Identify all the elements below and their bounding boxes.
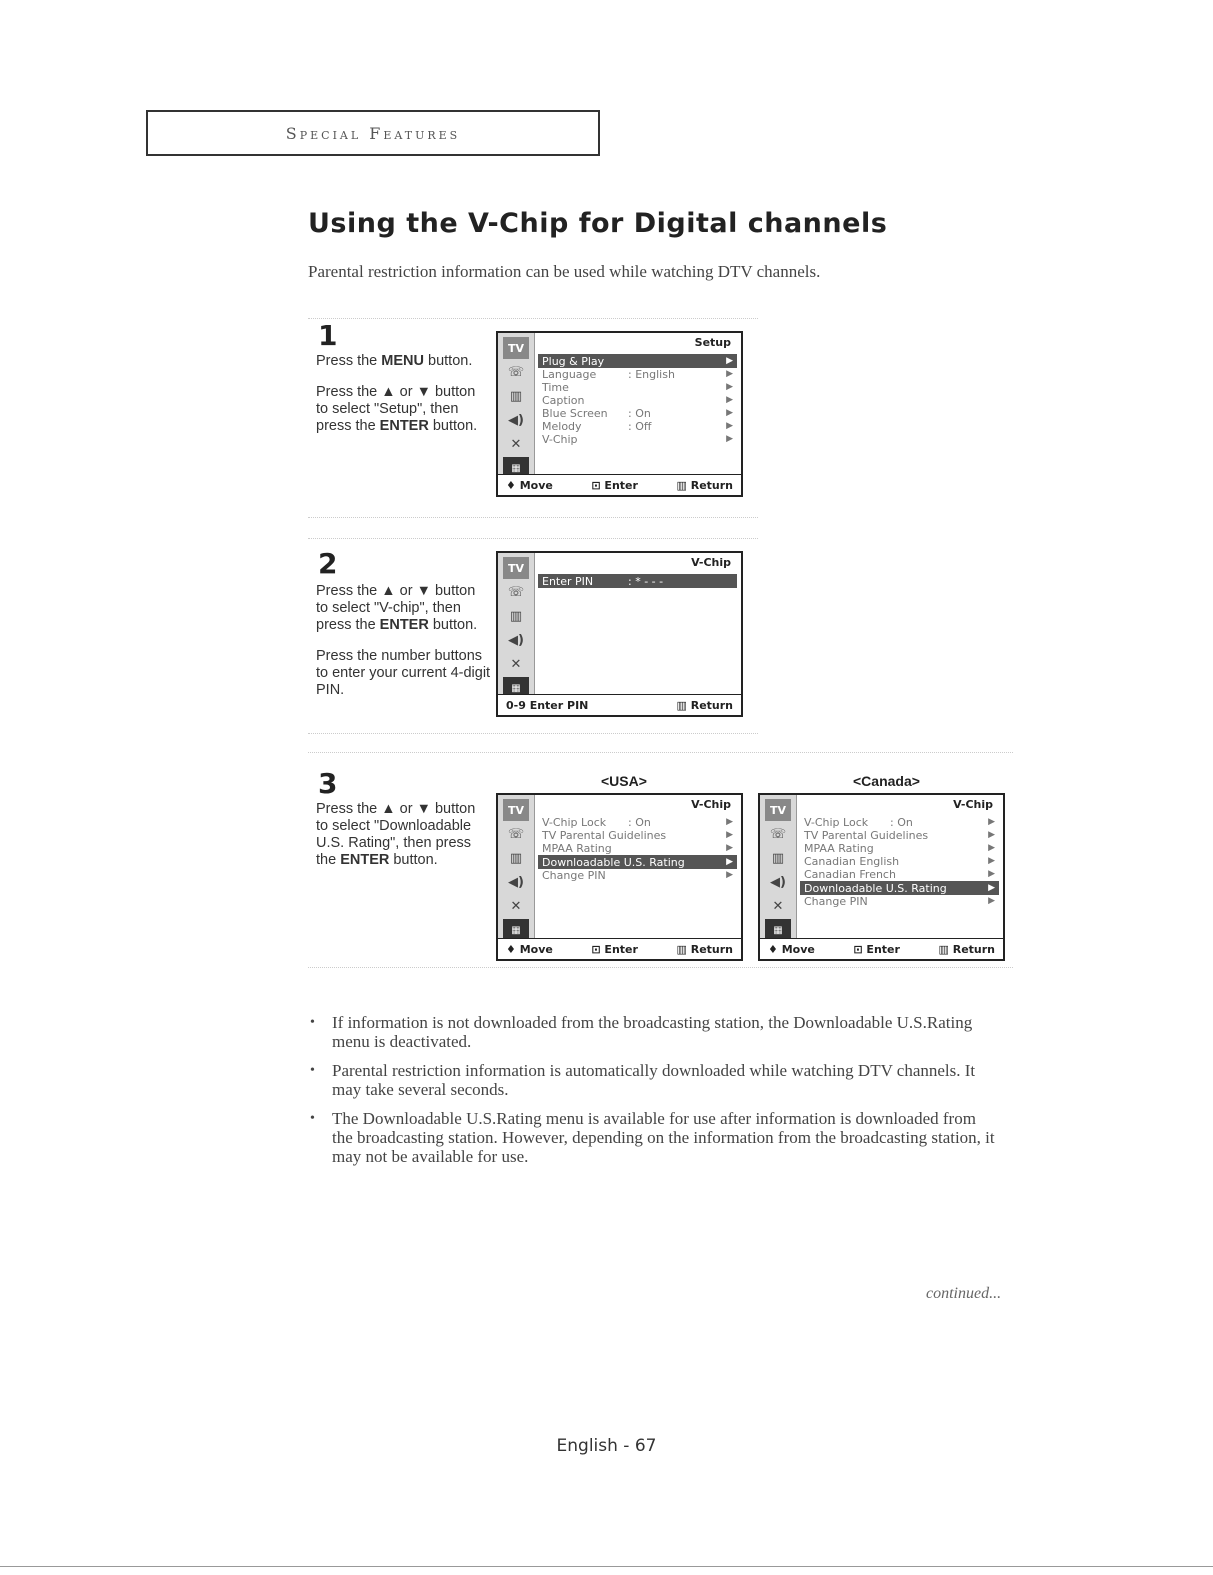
- osd-menu-item: [538, 869, 737, 882]
- osd-menu-item: [538, 420, 737, 433]
- channel-icon: ▥: [509, 388, 523, 404]
- osd-sidebar: [760, 795, 797, 939]
- osd-item-label: Language: [542, 368, 597, 381]
- osd-item-label: Change PIN: [804, 895, 868, 908]
- text-run: ENTER: [340, 852, 390, 868]
- text-run: ENTER: [379, 418, 429, 434]
- arrow-right-icon: ▶: [988, 869, 995, 879]
- arrow-right-icon: ▶: [988, 817, 995, 827]
- notes-list: [308, 1013, 998, 1176]
- osd-item-label: Blue Screen: [542, 407, 608, 420]
- osd-menu-item: [800, 895, 999, 908]
- step-para: [316, 353, 491, 370]
- osd-menu-item: [800, 842, 999, 855]
- osd-sidebar: [498, 795, 535, 939]
- page-title: Using the V-Chip for Digital channels: [308, 208, 888, 239]
- text-run: Press the number buttons to enter your current 4-digit PIN.: [316, 648, 491, 698]
- osd-item-label: Enter PIN: [542, 574, 594, 588]
- sound-icon: ◀): [508, 632, 524, 648]
- osd-menu-item: [538, 381, 737, 394]
- page-number: English - 67: [556, 1436, 657, 1456]
- channel-icon: ▥: [771, 850, 785, 866]
- osd-footer-hint: ▥ Return: [938, 942, 995, 956]
- osd-footer: [760, 938, 1003, 959]
- osd-footer: [498, 474, 741, 495]
- osd-item-label: Canadian French: [804, 868, 896, 881]
- osd-footer-hint: 0-9 Enter PIN: [506, 698, 589, 712]
- osd-item-label: MPAA Rating: [804, 842, 874, 855]
- osd-menu-item: [538, 855, 737, 869]
- osd-footer-hint: ▥ Return: [676, 478, 733, 492]
- osd-footer-hint: ⊡ Enter: [853, 942, 900, 956]
- osd-item-label: Canadian English: [804, 855, 900, 868]
- osd-sidebar: [498, 553, 535, 695]
- tv-icon: TV: [765, 799, 791, 821]
- osd-item-label: V-Chip Lock: [804, 816, 869, 829]
- osd-footer-hint: ♦ Move: [506, 942, 553, 956]
- step-1-text: [316, 353, 491, 449]
- osd-menu-item: [538, 816, 737, 829]
- text-run: ENTER: [379, 617, 429, 633]
- sound-icon: ◀): [508, 412, 524, 428]
- osd-menu-item: [538, 433, 737, 446]
- osd-item-label: TV Parental Guidelines: [542, 829, 667, 842]
- step-3-area: [308, 752, 1013, 968]
- setup-icon: ✕: [510, 656, 522, 672]
- osd-screen: [496, 551, 743, 717]
- osd-item-label: Melody: [542, 420, 582, 433]
- step-1-area: [308, 318, 758, 518]
- osd-title: V-Chip: [953, 798, 993, 811]
- intro-text: Parental restriction information can be used while watching DTV channels.: [308, 262, 821, 281]
- osd-item-label: Downloadable U.S. Rating: [804, 881, 947, 895]
- text-run: button.: [423, 353, 473, 369]
- step-para: [316, 384, 491, 435]
- step-2-text: [316, 583, 491, 713]
- step-3-text: [316, 801, 491, 883]
- picture-icon: ☏: [507, 584, 525, 600]
- osd-item-value: : On: [628, 816, 651, 829]
- osd-menu-item: [800, 868, 999, 881]
- osd-screen: [496, 793, 743, 961]
- step-number: 3: [318, 767, 338, 800]
- osd-menu-item: [538, 842, 737, 855]
- arrow-right-icon: ▶: [726, 369, 733, 379]
- setup-icon: ✕: [510, 898, 522, 914]
- picture-icon: ☏: [507, 826, 525, 842]
- osd-menu-list: [538, 354, 737, 446]
- text-run: Press the: [316, 353, 382, 369]
- osd-footer-hint: ♦ Move: [506, 478, 553, 492]
- osd-menu-item: [538, 829, 737, 842]
- osd-sidebar: [498, 333, 535, 475]
- osd-menu-item: [800, 855, 999, 868]
- bottom-rule: [0, 1566, 1213, 1567]
- note-item: • Parental restriction information is automatically downloaded while watching DTV channels. It may take several seconds.: [308, 1061, 998, 1099]
- input-icon: ▦: [503, 457, 529, 479]
- section-header: Special Features: [146, 110, 600, 156]
- arrow-right-icon: ▶: [726, 408, 733, 418]
- osd-menu-item: [538, 574, 737, 588]
- note-item: • The Downloadable U.S.Rating menu is available for use after information is downloaded from the broadcasting station. However, depending on the information from the broadcasting station, it may not be available for use.: [308, 1109, 998, 1166]
- tv-icon: TV: [503, 557, 529, 579]
- step-para: [316, 801, 491, 869]
- input-icon: ▦: [503, 677, 529, 699]
- arrow-right-icon: ▶: [988, 856, 995, 866]
- text-run: Press the ▲ or ▼ button to select "Downloadable U.S. Rating", then press the: [316, 801, 476, 868]
- arrow-right-icon: ▶: [726, 355, 733, 366]
- osd-menu-item: [538, 354, 737, 368]
- osd-item-label: Time: [542, 381, 569, 394]
- step-para: [316, 583, 491, 634]
- osd-item-label: V-Chip: [542, 433, 578, 446]
- arrow-right-icon: ▶: [726, 843, 733, 853]
- osd-item-label: TV Parental Guidelines: [804, 829, 929, 842]
- arrow-right-icon: ▶: [726, 870, 733, 880]
- arrow-right-icon: ▶: [726, 434, 733, 444]
- input-icon: ▦: [765, 919, 791, 941]
- osd-item-value: : On: [628, 407, 651, 420]
- osd-title: Setup: [694, 336, 731, 349]
- osd-item-value: : * - - -: [628, 574, 664, 588]
- osd-item-label: Change PIN: [542, 869, 606, 882]
- text-run: Press the ▲ or ▼ button to select "V-chip", then press the: [316, 583, 476, 633]
- osd-footer-hint: ⊡ Enter: [591, 478, 638, 492]
- arrow-right-icon: ▶: [988, 882, 995, 893]
- arrow-right-icon: ▶: [726, 382, 733, 392]
- osd-footer-hint: ▥ Return: [676, 698, 733, 712]
- osd-menu-item: [538, 394, 737, 407]
- region-label-canada: <Canada>: [853, 773, 920, 789]
- arrow-right-icon: ▶: [988, 896, 995, 906]
- osd-item-value: : Off: [628, 420, 652, 433]
- osd-item-label: V-Chip Lock: [542, 816, 607, 829]
- step-2-area: [308, 538, 758, 734]
- arrow-right-icon: ▶: [726, 817, 733, 827]
- step-number: 1: [318, 319, 338, 352]
- channel-icon: ▥: [509, 608, 523, 624]
- text-run: MENU: [381, 353, 424, 369]
- arrow-right-icon: ▶: [988, 843, 995, 853]
- sound-icon: ◀): [770, 874, 786, 890]
- osd-screen: [758, 793, 1005, 961]
- text-run: Press the ▲ or ▼ button to select "Setup", then press the: [316, 384, 476, 434]
- osd-item-value: : English: [628, 368, 675, 381]
- osd-menu-item: [538, 368, 737, 381]
- channel-icon: ▥: [509, 850, 523, 866]
- osd-footer-hint: ♦ Move: [768, 942, 815, 956]
- osd-footer-hint: ⊡ Enter: [591, 942, 638, 956]
- osd-item-label: Caption: [542, 394, 585, 407]
- osd-menu-item: [538, 407, 737, 420]
- osd-item-value: : On: [890, 816, 913, 829]
- setup-icon: ✕: [510, 436, 522, 452]
- osd-menu-item: [800, 881, 999, 895]
- text-run: button.: [428, 418, 478, 434]
- arrow-right-icon: ▶: [726, 421, 733, 431]
- osd-menu-item: [800, 829, 999, 842]
- setup-icon: ✕: [772, 898, 784, 914]
- text-run: button.: [389, 852, 438, 868]
- input-icon: ▦: [503, 919, 529, 941]
- osd-menu-list: [800, 816, 999, 908]
- osd-title: V-Chip: [691, 556, 731, 569]
- osd-menu-list: [538, 816, 737, 882]
- arrow-right-icon: ▶: [726, 830, 733, 840]
- osd-title: V-Chip: [691, 798, 731, 811]
- continued-text: continued...: [926, 1285, 1002, 1302]
- osd-menu-item: [800, 816, 999, 829]
- tv-icon: TV: [503, 799, 529, 821]
- sound-icon: ◀): [508, 874, 524, 890]
- osd-item-label: Downloadable U.S. Rating: [542, 855, 685, 869]
- note-item: • If information is not downloaded from the broadcasting station, the Downloadable U.S.Rating menu is deactivated.: [308, 1013, 998, 1051]
- region-label-usa: <USA>: [601, 773, 647, 789]
- arrow-right-icon: ▶: [988, 830, 995, 840]
- tv-icon: TV: [503, 337, 529, 359]
- osd-footer: [498, 938, 741, 959]
- osd-item-label: MPAA Rating: [542, 842, 612, 855]
- picture-icon: ☏: [769, 826, 787, 842]
- step-number: 2: [318, 547, 338, 580]
- arrow-right-icon: ▶: [726, 856, 733, 867]
- osd-footer: [498, 694, 741, 715]
- picture-icon: ☏: [507, 364, 525, 380]
- osd-item-label: Plug & Play: [542, 354, 605, 368]
- step-para: [316, 648, 491, 699]
- text-run: button.: [428, 617, 478, 633]
- osd-screen: [496, 331, 743, 497]
- osd-footer-hint: ▥ Return: [676, 942, 733, 956]
- arrow-right-icon: ▶: [726, 395, 733, 405]
- osd-menu-list: [538, 574, 737, 588]
